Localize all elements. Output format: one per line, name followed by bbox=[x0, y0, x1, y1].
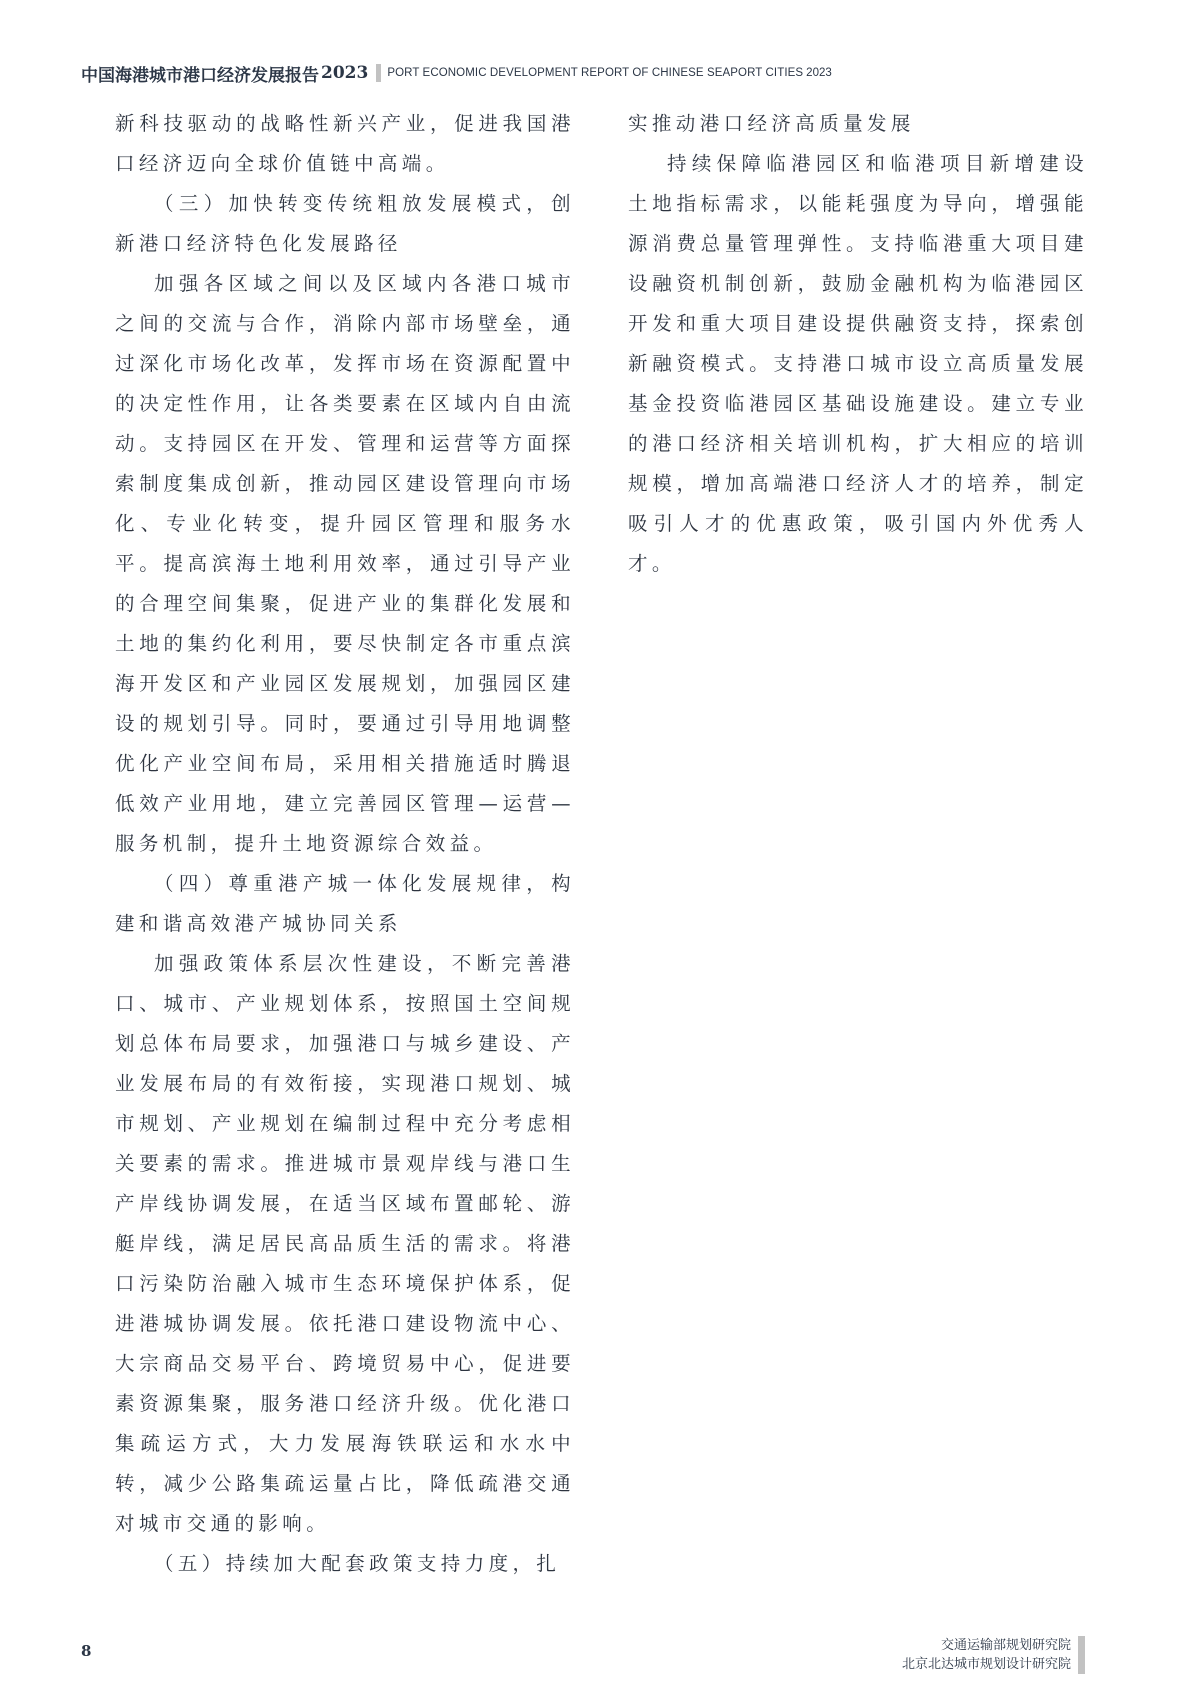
section-heading-3: （三）加快转变传统粗放发展模式，创新港口经济特色化发展路径 bbox=[115, 192, 575, 255]
running-header bbox=[81, 60, 832, 86]
header-divider-bar bbox=[376, 64, 381, 82]
section-heading-5: （五）持续加大配套政策支持力度，扎 bbox=[154, 1552, 561, 1575]
body-paragraph: 加强政策体系层次性建设，不断完善港口、城市、产业规划体系，按照国土空间规划总体布局要求，加强港口与城乡建设、产业发展布局的有效衔接，实现港口规划、城市规划、产业规划在编制过程中充分考虑相关要素的需求。推进城市景观岸线与港口生产岸线协调发展，在适当区域布置邮轮、游艇岸线，满足居民高品质生活的需求。将港口污染防治融入城市生态环境保护体系，促进港城协调发展。依托港口建设物流中心、大宗商品交易平台、跨境贸易中心，促进要素资源集聚，服务港口经济升级。优化港口集疏运方式，大力发展海铁联运和水水中转，减少公路集疏运量占比，降低疏港交通对城市交通的影响。 bbox=[115, 952, 575, 1535]
body-paragraph: 加强各区域之间以及区域内各港口城市之间的交流与合作，消除内部市场壁垒，通过深化市场化改革，发挥市场在资源配置中的决定性作用，让各类要素在区域内自由流动。支持园区在开发、管理和运营等方面探索制度集成创新，推动园区建设管理向市场化、专业化转变，提升园区管理和服务水平。提高滨海土地利用效率，通过引导产业的合理空间集聚，促进产业的集群化发展和土地的集约化利用，要尽快制定各市重点滨海开发区和产业园区发展规划，加强园区建设的规划引导。同时，要通过引导用地调整优化产业空间布局，采用相关措施适时腾退低效产业用地，建立完善园区管理—运营—服务机制，提升土地资源综合效益。 bbox=[115, 272, 575, 855]
header-title-en: PORT ECONOMIC DEVELOPMENT REPORT OF CHINESE SEAPORT CITIES bbox=[387, 67, 804, 79]
page-number: 8 bbox=[81, 1642, 92, 1660]
body-paragraph: 新科技驱动的战略性新兴产业，促进我国港口经济迈向全球价值链中高端。 bbox=[115, 112, 575, 175]
footer-divider-bar bbox=[1078, 1636, 1085, 1674]
footer-institution-1: 交通运输部规划研究院 bbox=[940, 1638, 1071, 1653]
header-title-en-year: 2023 bbox=[806, 67, 832, 79]
footer-institution-2: 北京北达城市规划设计研究院 bbox=[901, 1657, 1071, 1672]
left-column bbox=[115, 104, 575, 1584]
header-title-year: 2023 bbox=[321, 63, 369, 83]
body-paragraph: 持续保障临港园区和临港项目新增建设土地指标需求，以能耗强度为导向，增强能源消费总量管理弹性。支持临港重大项目建设融资机制创新，鼓励金融机构为临港园区开发和重大项目建设提供融资支持，探索创新融资模式。支持港口城市设立高质量发展基金投资临港园区基础设施建设。建立专业的港口经济相关培训机构，扩大相应的培训规模，增加高端港口经济人才的培养，制定吸引人才的优惠政策，吸引国内外优秀人才。 bbox=[628, 152, 1088, 575]
right-column bbox=[628, 104, 1088, 584]
section-heading-4: （四）尊重港产城一体化发展规律，构建和谐高效港产城协同关系 bbox=[115, 872, 575, 935]
footer-institutions bbox=[902, 1636, 1071, 1674]
header-title-cn: 中国海港城市港口经济发展报告 bbox=[81, 65, 319, 86]
section-heading-5-continued: 实推动港口经济高质量发展 bbox=[628, 112, 915, 135]
